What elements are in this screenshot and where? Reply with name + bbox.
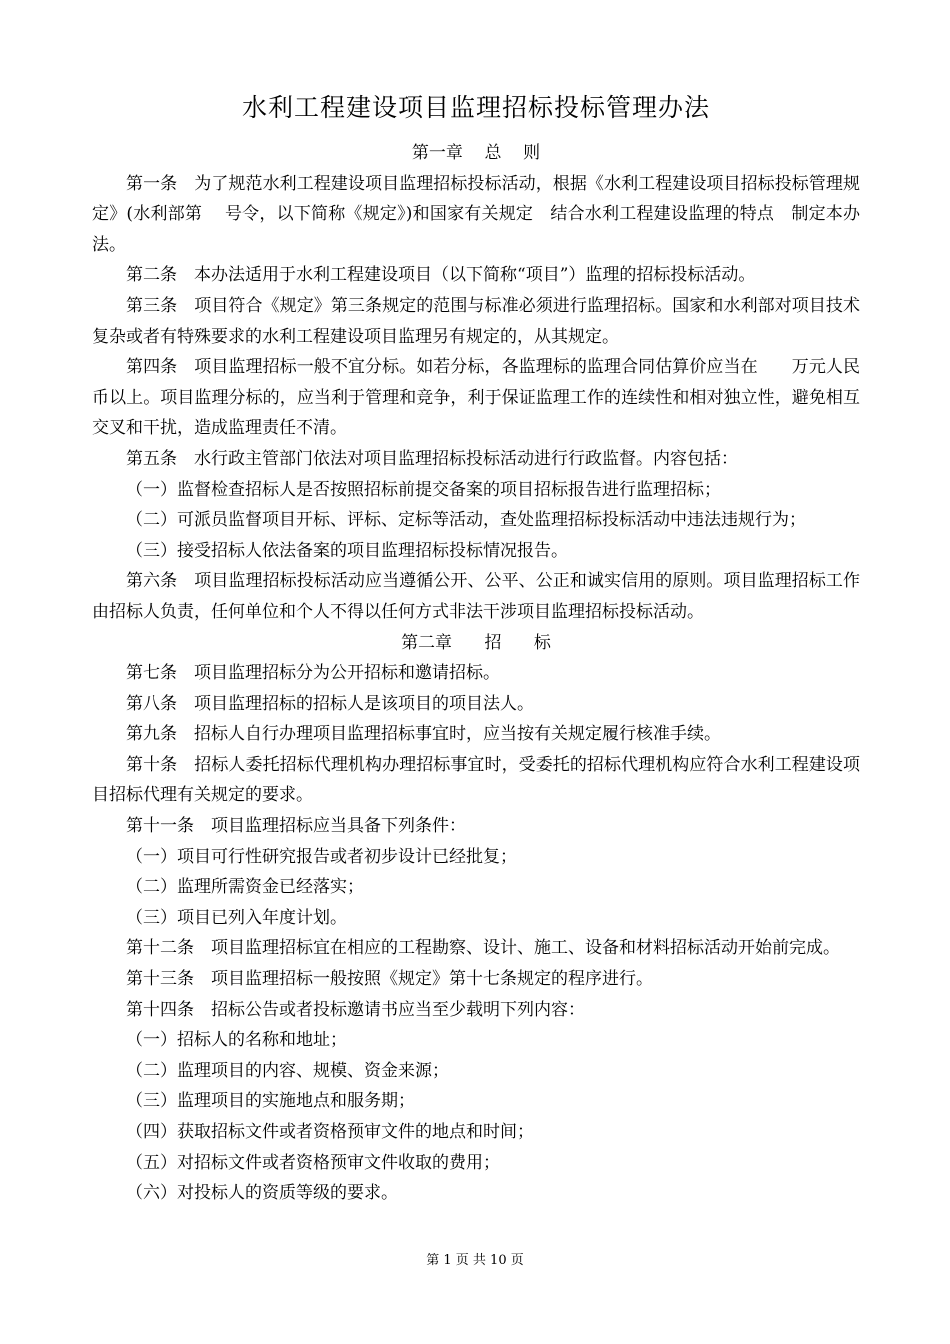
- article-1: 第一条 为了规范水利工程建设项目监理招标投标活动，根据《水利工程建设项目招标投标管理规定》(水利部第 号令，以下简称《规定》)和国家有关规定 结合水利工程建设监理的特点 制定本办法。: [92, 173, 860, 255]
- article-2: 第二条 本办法适用于水利工程建设项目（以下简称“项目”）监理的招标投标活动。: [126, 265, 756, 286]
- article-11-item-1: （一）项目可行性研究报告或者初步设计已经批复；: [126, 846, 517, 867]
- article-5-item-2: （二）可派员监督项目开标、评标、定标等活动，查处监理招标投标活动中违法违规行为；: [126, 510, 806, 531]
- article-5-item-3: （三）接受招标人依法备案的项目监理招标投标情况报告。: [126, 540, 568, 561]
- article-12: 第十二条 项目监理招标宜在相应的工程勘察、设计、施工、设备和材料招标活动开始前完成。: [126, 938, 840, 959]
- article-14: 第十四条 招标公告或者投标邀请书应当至少载明下列内容：: [126, 999, 585, 1020]
- article-9: 第九条 招标人自行办理项目监理招标事宜时，应当按有关规定履行核准手续。: [126, 724, 721, 745]
- article-10: 第十条 招标人委托招标代理机构办理招标事宜时，受委托的招标代理机构应符合水利工程建设项目招标代理有关规定的要求。: [92, 754, 860, 806]
- article-13: 第十三条 项目监理招标一般按照《规定》第十七条规定的程序进行。: [126, 969, 653, 990]
- article-7: 第七条 项目监理招标分为公开招标和邀请招标。: [126, 663, 500, 684]
- page-footer: 第 1 页 共 10 页: [426, 1253, 524, 1268]
- article-5-item-1: （一）监督检查招标人是否按照招标前提交备案的项目招标报告进行监理招标；: [126, 479, 721, 500]
- document-title: 水利工程建设项目监理招标投标管理办法: [241, 93, 710, 122]
- article-6: 第六条 项目监理招标投标活动应当遵循公开、公平、公正和诚实信用的原则。项目监理招标工作由招标人负责，任何单位和个人不得以任何方式非法干涉项目监理招标投标活动。: [92, 571, 860, 622]
- article-14-item-2: （二）监理项目的内容、规模、资金来源；: [126, 1060, 449, 1081]
- article-8: 第八条 项目监理招标的招标人是该项目的项目法人。: [126, 693, 534, 714]
- article-11: 第十一条 项目监理招标应当具备下列条件：: [126, 816, 466, 837]
- chapter-heading-1: 第一章 总 则: [411, 143, 541, 163]
- article-3: 第三条 项目符合《规定》第三条规定的范围与标准必须进行监理招标。国家和水利部对项目技术复杂或者有特殊要求的水利工程建设项目监理另有规定的，从其规定。: [92, 295, 860, 347]
- article-11-item-3: （三）项目已列入年度计划。: [126, 907, 347, 928]
- article-14-item-5: （五）对招标文件或者资格预审文件收取的费用；: [126, 1152, 500, 1173]
- article-4: 第四条 项目监理招标一般不宜分标。如若分标，各监理标的监理合同估算价应当在 万元人民币以上。项目监理分标的，应当利于管理和竞争，利于保证监理工作的连续性和相对独立性，避免相互交叉和干扰，造成监理责任不清。: [92, 357, 860, 439]
- article-14-item-6: （六）对投标人的资质等级的要求。: [126, 1183, 398, 1204]
- article-14-item-4: （四）获取招标文件或者资格预审文件的地点和时间；: [126, 1122, 534, 1142]
- article-14-item-1: （一）招标人的名称和地址；: [126, 1030, 347, 1051]
- article-5: 第五条 水行政主管部门依法对项目监理招标投标活动进行行政监督。内容包括：: [126, 448, 738, 469]
- article-14-item-3: （三）监理项目的实施地点和服务期；: [126, 1091, 415, 1112]
- document-page: [92, 88, 860, 1209]
- article-11-item-2: （二）监理所需资金已经落实；: [126, 877, 364, 898]
- chapter-heading-2: 第二章 招 标: [401, 632, 551, 653]
